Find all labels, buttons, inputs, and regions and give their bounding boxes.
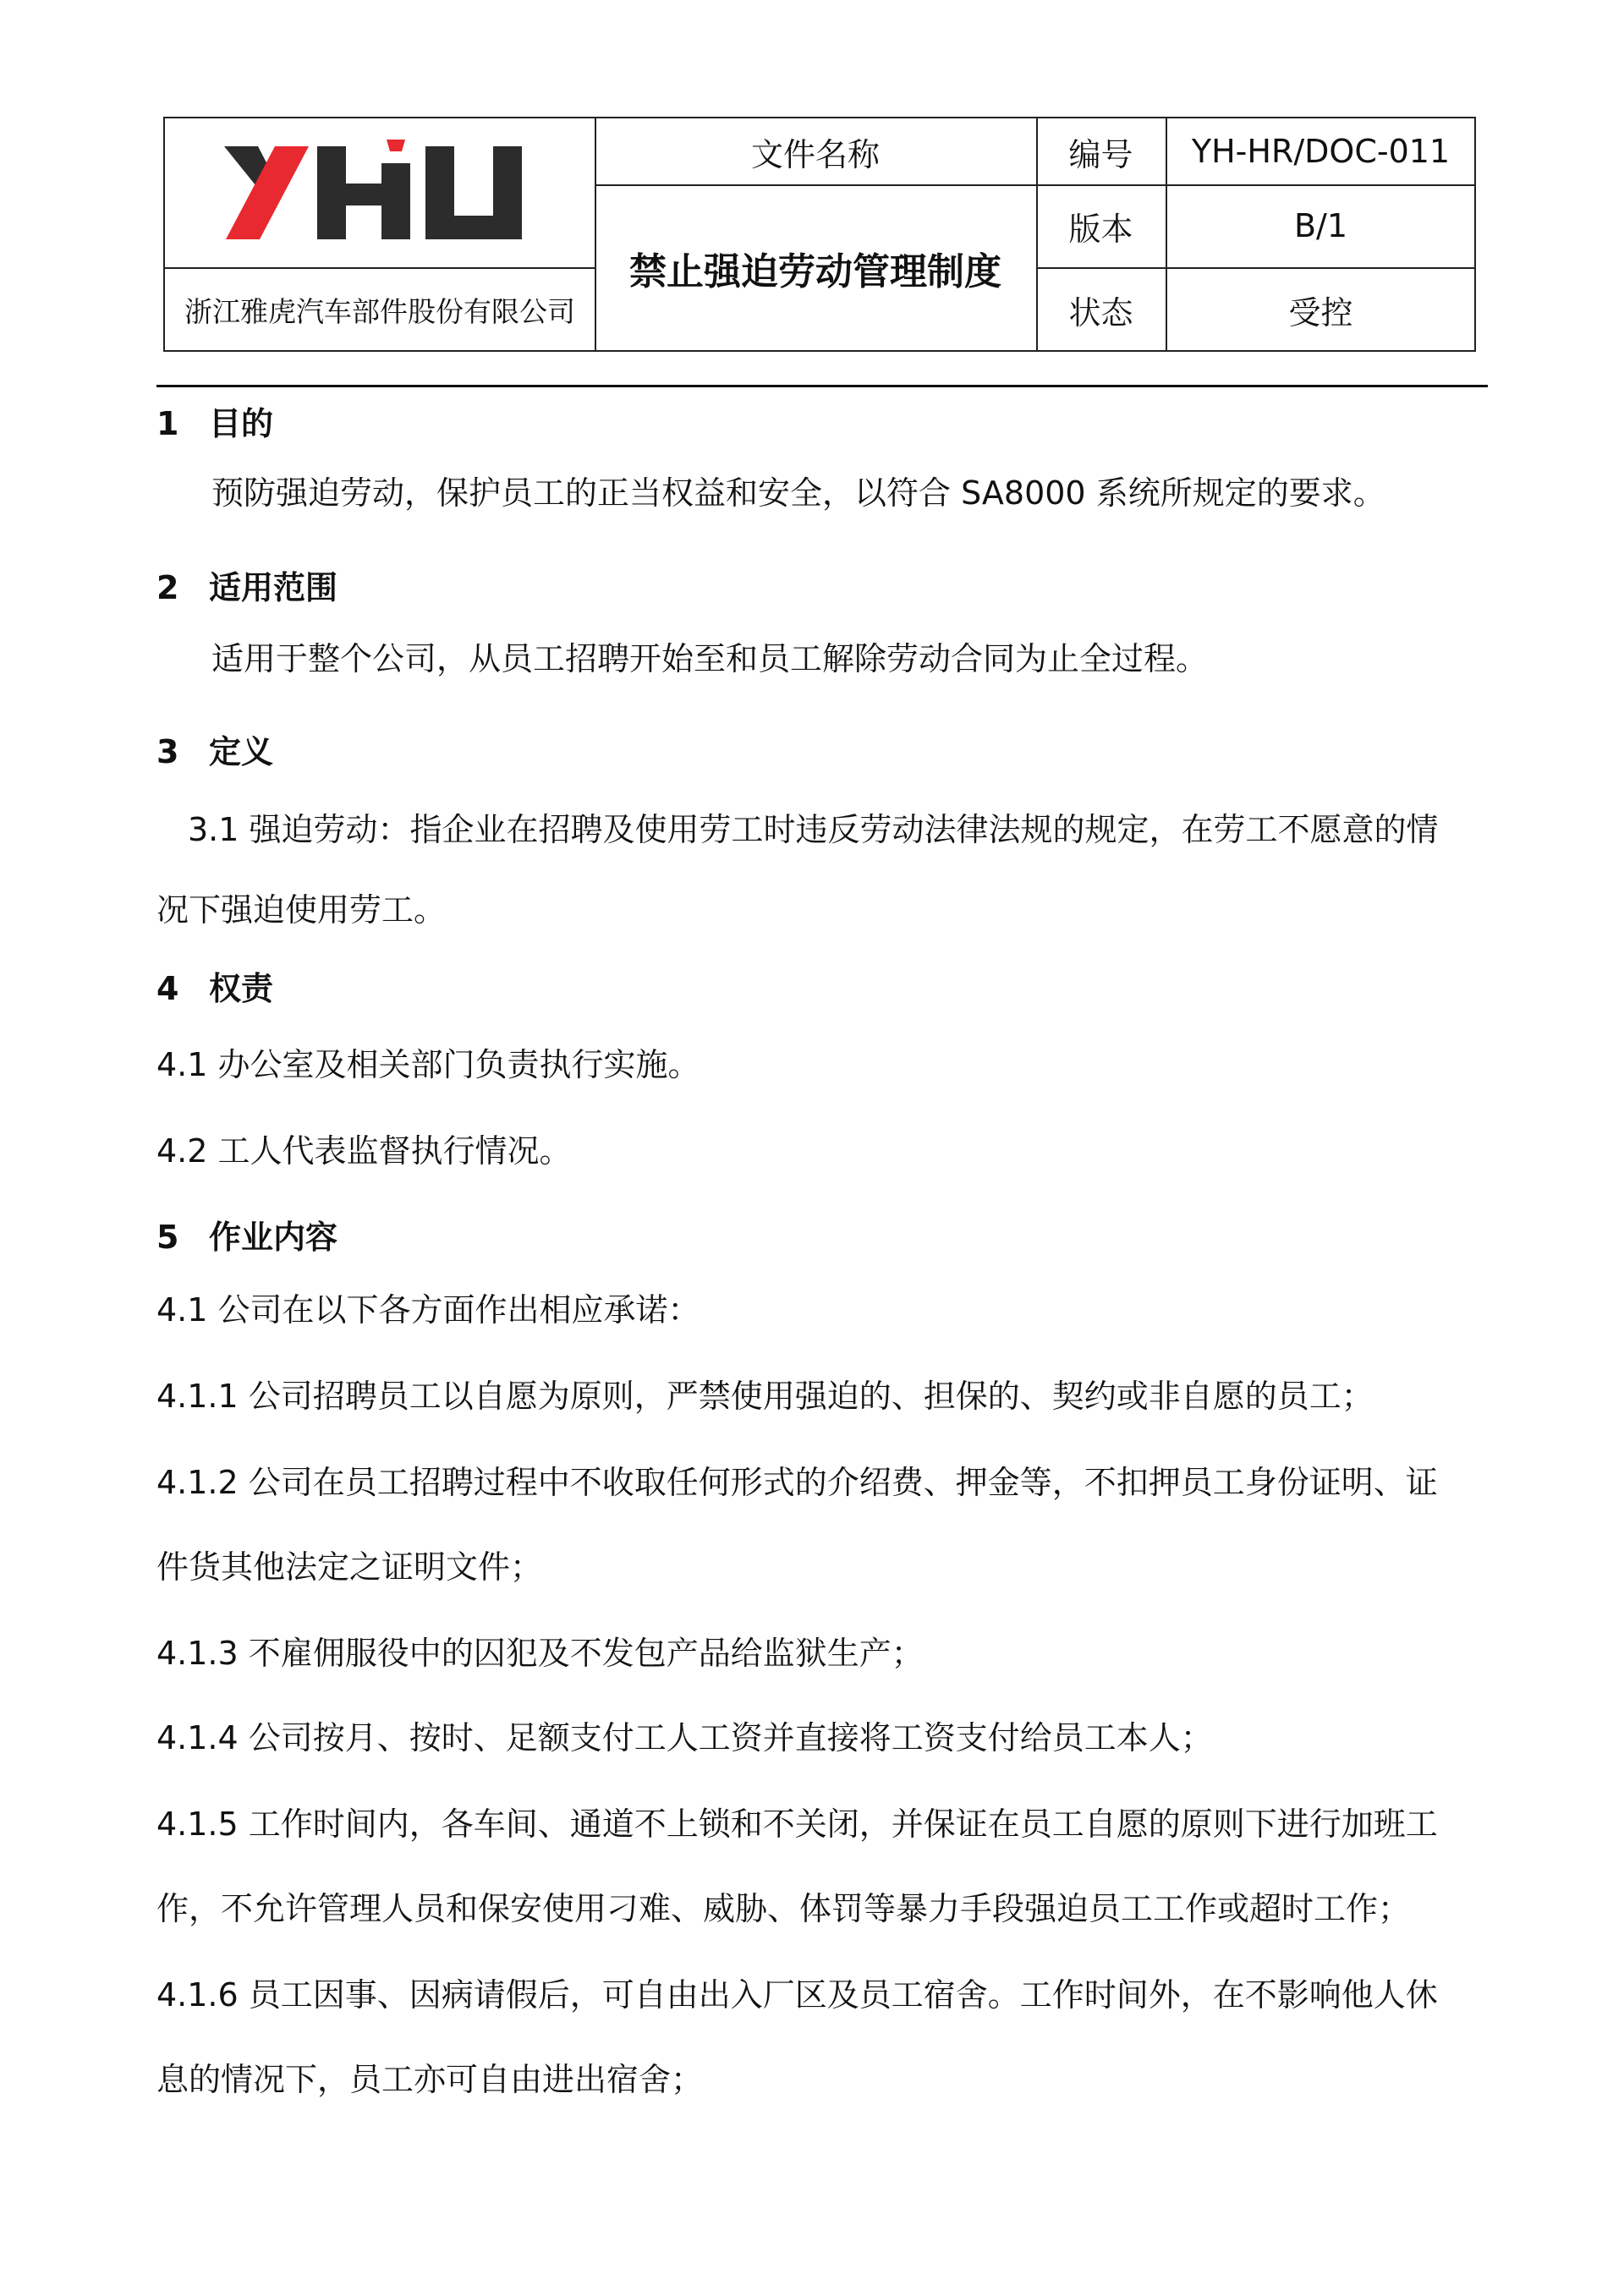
status-label: 状态 [1068, 293, 1133, 332]
content-line: 4.1 公司在以下各方面作出相应承诺： [156, 1291, 700, 1329]
doc-name-label: 文件名称 [750, 135, 880, 173]
company-name: 浙江雅虎汽车部件股份有限公司 [184, 294, 575, 328]
content-line: 4.1.2 公司在员工招聘过程中不收取任何形式的介绍费、押金等，不扣押员工身份证明、证 [156, 1464, 1438, 1501]
content-line: 4.1.6 员工因事、因病请假后，可自由出入厂区及员工宿舍。工作时间外，在不影响他人休 [156, 1976, 1438, 2014]
content-line: 4.1.4 公司按月、按时、足额支付工人工资并直接将工资支付给员工本人； [156, 1719, 1213, 1756]
content-line: 息的情况下，员工亦可自由进出宿舍； [156, 2061, 704, 2098]
responsibility-item: 4.2 工人代表监督执行情况。 [156, 1132, 572, 1170]
section-text-purpose: 预防强迫劳动，保护员工的正当权益和安全，以符合 SA8000 系统所规定的要求。 [211, 474, 1385, 512]
responsibility-item: 4.1 办公室及相关部门负责执行实施。 [156, 1046, 700, 1083]
section-heading-scope: 2 适用范围 [156, 569, 338, 606]
content-line: 4.1.5 工作时间内，各车间、通道不上锁和不关闭，并保证在员工自愿的原则下进行加班工 [156, 1806, 1438, 1843]
section-heading-purpose: 1 目的 [156, 405, 274, 442]
definition-line: 况下强迫使用劳工。 [156, 891, 447, 929]
version-value: B/1 [1293, 207, 1348, 244]
section-text-scope: 适用于整个公司，从员工招聘开始至和员工解除劳动合同为止全过程。 [211, 640, 1209, 677]
number-value: YH-HR/DOC-011 [1191, 133, 1451, 170]
section-heading-definition: 3 定义 [156, 733, 274, 770]
section-heading-content: 5 作业内容 [156, 1219, 338, 1256]
number-label: 编号 [1068, 135, 1133, 173]
header-rule [156, 385, 1488, 387]
content-line: 件货其他法定之证明文件； [156, 1548, 543, 1586]
doc-title: 禁止强迫劳动管理制度 [629, 250, 1001, 293]
content-line: 4.1.1 公司招聘员工以自愿为原则，严禁使用强迫的、担保的、契约或非自愿的员工； [156, 1378, 1374, 1415]
content-line: 作，不允许管理人员和保安使用刁难、威胁、体罚等暴力手段强迫员工工作或超时工作； [156, 1890, 1411, 1927]
document-header-table [163, 117, 1476, 352]
status-value: 受控 [1288, 293, 1353, 332]
section-heading-responsibility: 4 权责 [156, 970, 274, 1007]
version-label: 版本 [1068, 210, 1133, 248]
content-line: 4.1.3 不雇佣服役中的囚犯及不发包产品给监狱生产； [156, 1635, 924, 1672]
company-logo [224, 140, 546, 245]
definition-line: 3.1 强迫劳动：指企业在招聘及使用劳工时违反劳动法律法规的规定，在劳工不愿意的情 [188, 811, 1439, 848]
